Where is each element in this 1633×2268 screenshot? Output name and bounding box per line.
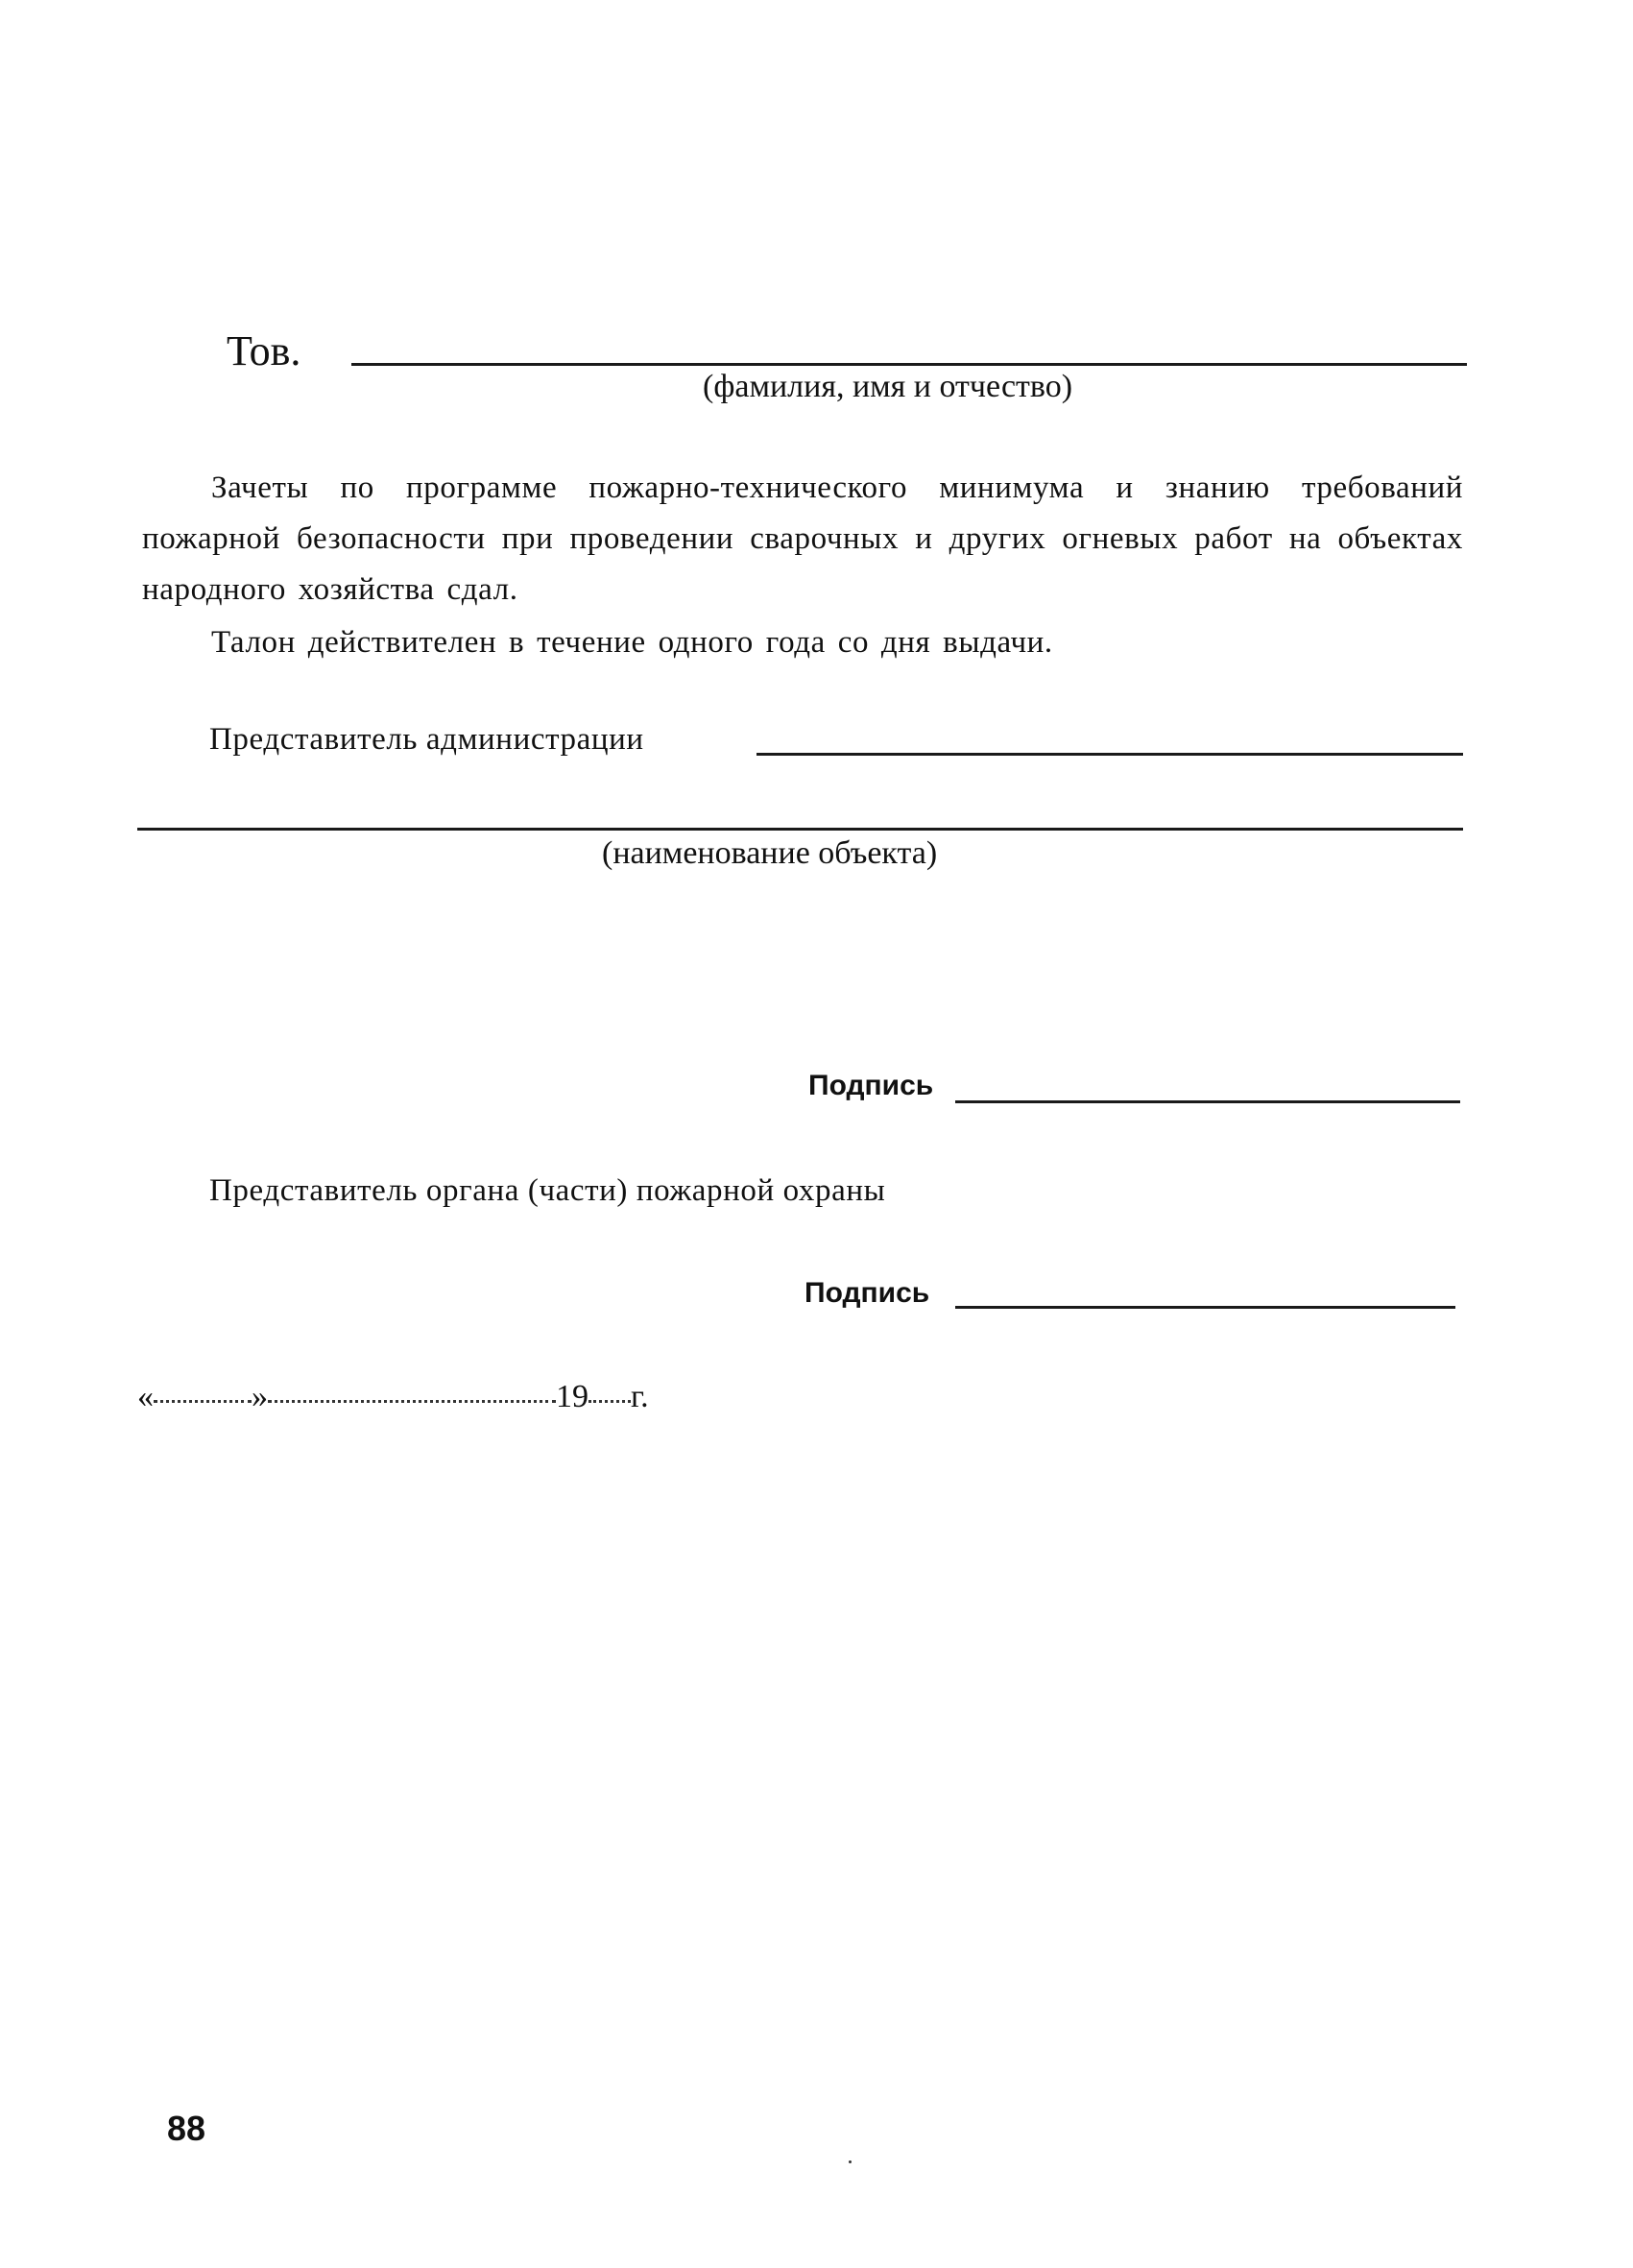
date-close-quote: » <box>252 1379 268 1414</box>
object-name-line[interactable] <box>137 828 1463 831</box>
tov-label: Тов. <box>227 327 301 374</box>
day-field[interactable] <box>154 1400 252 1403</box>
date-open-quote: « <box>137 1379 154 1414</box>
year-field[interactable] <box>588 1400 631 1403</box>
name-line[interactable] <box>351 363 1467 366</box>
name-caption: (фамилия, имя и отчество) <box>703 369 1073 404</box>
administration-label: Представитель администрации <box>209 722 644 757</box>
scan-speck <box>849 2160 852 2163</box>
year-prefix: 19 <box>556 1379 588 1414</box>
administration-signature-label: Подпись <box>808 1070 934 1101</box>
page-number: 88 <box>167 2109 206 2148</box>
month-field[interactable] <box>268 1400 556 1403</box>
date-line <box>137 1379 649 1415</box>
fire-service-signature-label: Подпись <box>804 1277 930 1309</box>
object-caption: (наименование объекта) <box>602 835 938 871</box>
validity-statement: Талон действителен в течение одного года со дня выдачи. <box>211 625 1053 660</box>
administration-signature-line[interactable] <box>756 753 1463 756</box>
credit-statement: Зачеты по программе пожарно-технического минимума и знанию требований пожарной безопасности при проведении сварочных и других огневых работ на объектах народного хозяйства сдал. <box>142 470 1463 607</box>
administration-signature-field[interactable] <box>955 1100 1460 1103</box>
fire-service-signature-field[interactable] <box>955 1306 1455 1309</box>
year-suffix: г. <box>631 1379 649 1414</box>
fire-service-label: Представитель органа (части) пожарной охраны <box>209 1173 886 1208</box>
